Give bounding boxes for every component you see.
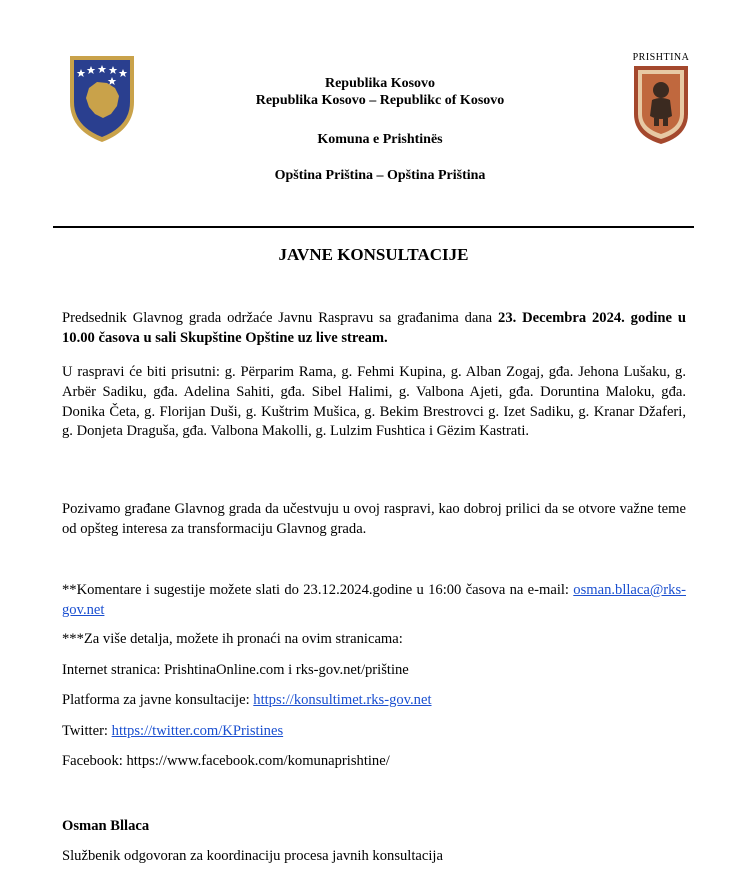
header-municipality-serbian: Opština Priština – Opština Priština	[274, 168, 486, 183]
intro-paragraph	[62, 309, 686, 349]
comments-paragraph	[62, 581, 686, 621]
document-title: JAVNE KONSULTACIJE	[278, 245, 469, 264]
participants-paragraph: U raspravi će biti prisutni: g. Përparim Rama, g. Fehmi Kupina, g. Alban Zogaj, gđa. Jehona Lušaku, g. Arbër Sadiku, gđa. Adelina Sahiti, gđa. Sibel Halimi, g. Valbona Ajeti, gđa. Doruntina Maloku, gđa. Donika Četa, g. Florijan Duši, g. Kuštrim Mušica, g. Bekim Brestrovci g. Izet Sadiku, g. Kranar Džaferi, g. Donjeta Draguša, gđa. Valbona Makolli, g. Lulzim Fushtica i Gëzim Kastrati.	[62, 364, 686, 440]
signatory-role: Službenik odgovoran za koordinaciju procesa javnih konsultacija	[62, 848, 443, 864]
twitter-line	[62, 722, 692, 742]
invitation-paragraph: Pozivamo građane Glavnog grada da učestvuju u ovoj raspravi, kao dobroj prilici da se otvore važne teme od opšteg interesa za transformaciju Glavnog grada.	[62, 501, 686, 537]
prishtina-emblem-icon	[626, 52, 696, 148]
platform-label: Platforma za javne konsultacije:	[62, 692, 254, 708]
comments-text: **Komentare i sugestije možete slati do 23.12.2024.godine u 16:00 časova na e-mail:	[62, 582, 574, 598]
emblem-city-name: PRISHTINA	[632, 52, 690, 63]
intro-text: Predsednik Glavnog grada održaće Javnu Raspravu sa građanima dana	[62, 310, 499, 326]
header-divider	[53, 226, 694, 228]
intro-date-time: 23. Decembra 2024. godine u 10.00 časova u sali Skupštine Opštine uz live stream.	[62, 310, 686, 346]
header-republic-multilingual: Republika Kosovo – Republikc of Kosovo	[255, 93, 505, 108]
twitter-link[interactable]: https://twitter.com/KPristines	[111, 723, 284, 739]
platform-link[interactable]: https://konsultimet.rks-gov.net	[253, 692, 432, 708]
kosovo-coat-of-arms-icon	[67, 52, 137, 144]
platform-line	[62, 691, 692, 711]
header-municipality: Komuna e Prishtinës	[317, 132, 443, 147]
email-link[interactable]: osman.bllaca@rks-gov.net	[62, 582, 686, 618]
website-line: Internet stranica: PrishtinaOnline.com i rks-gov.net/prištine	[62, 662, 409, 678]
twitter-label: Twitter:	[62, 723, 112, 739]
header-republic: Republika Kosovo	[324, 76, 436, 91]
details-line: ***Za više detalja, možete ih pronaći na ovim stranicama:	[62, 631, 403, 647]
facebook-line: Facebook: https://www.facebook.com/komunaprishtine/	[62, 753, 390, 769]
signatory-name: Osman Bllaca	[62, 818, 150, 834]
